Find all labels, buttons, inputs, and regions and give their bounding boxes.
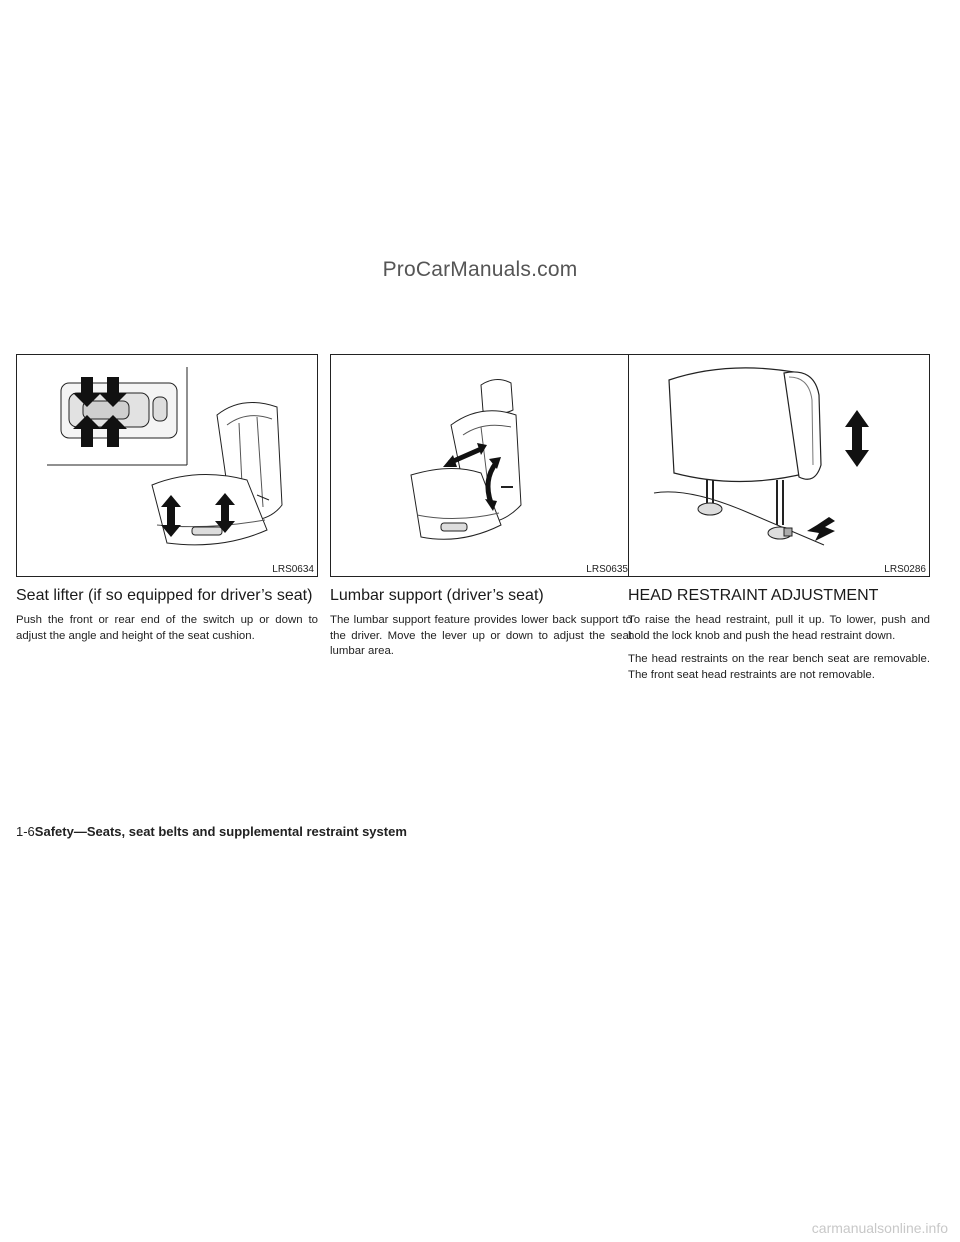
watermark-bottom: carmanualsonline.info [811,1220,948,1236]
figure-code: LRS0286 [884,564,926,575]
paragraph: Push the front or rear end of the switch up or down to adjust the angle and height of the seat cushion. [16,614,318,642]
paragraph: The head restraints on the rear bench seat are removable. The front seat head restraints are not removable. [628,653,930,681]
seat-lifter-illustration [17,355,317,576]
paragraph: The lumbar support feature provides lower back support to the driver. Move the lever up or down to adjust the seat lumbar area. [330,614,632,657]
figure-seat-lifter [16,354,318,577]
figure-code: LRS0634 [272,564,314,575]
section-heading: Lumbar support (driver’s seat) [330,587,544,604]
paragraph: To raise the head restraint, pull it up. To lower, push and hold the lock knob and push the head restraint down. [628,614,930,642]
page-footer [16,824,407,839]
figure-code: LRS0635 [586,564,628,575]
column-head-restraint [628,354,930,691]
column-lumbar-support [330,354,632,668]
section-heading: HEAD RESTRAINT ADJUSTMENT [628,587,879,604]
section-heading: Seat lifter (if so equipped for driver’s seat) [16,587,313,604]
column-seat-lifter [16,354,318,652]
lumbar-support-illustration [331,355,631,576]
figure-lumbar-support [330,354,632,577]
head-restraint-illustration [629,355,929,576]
figure-head-restraint [628,354,930,577]
page-number: 1-6 [16,824,35,839]
footer-section-title: Safety—Seats, seat belts and supplemental restraint system [34,824,407,839]
watermark-top: ProCarManuals.com [382,258,578,281]
